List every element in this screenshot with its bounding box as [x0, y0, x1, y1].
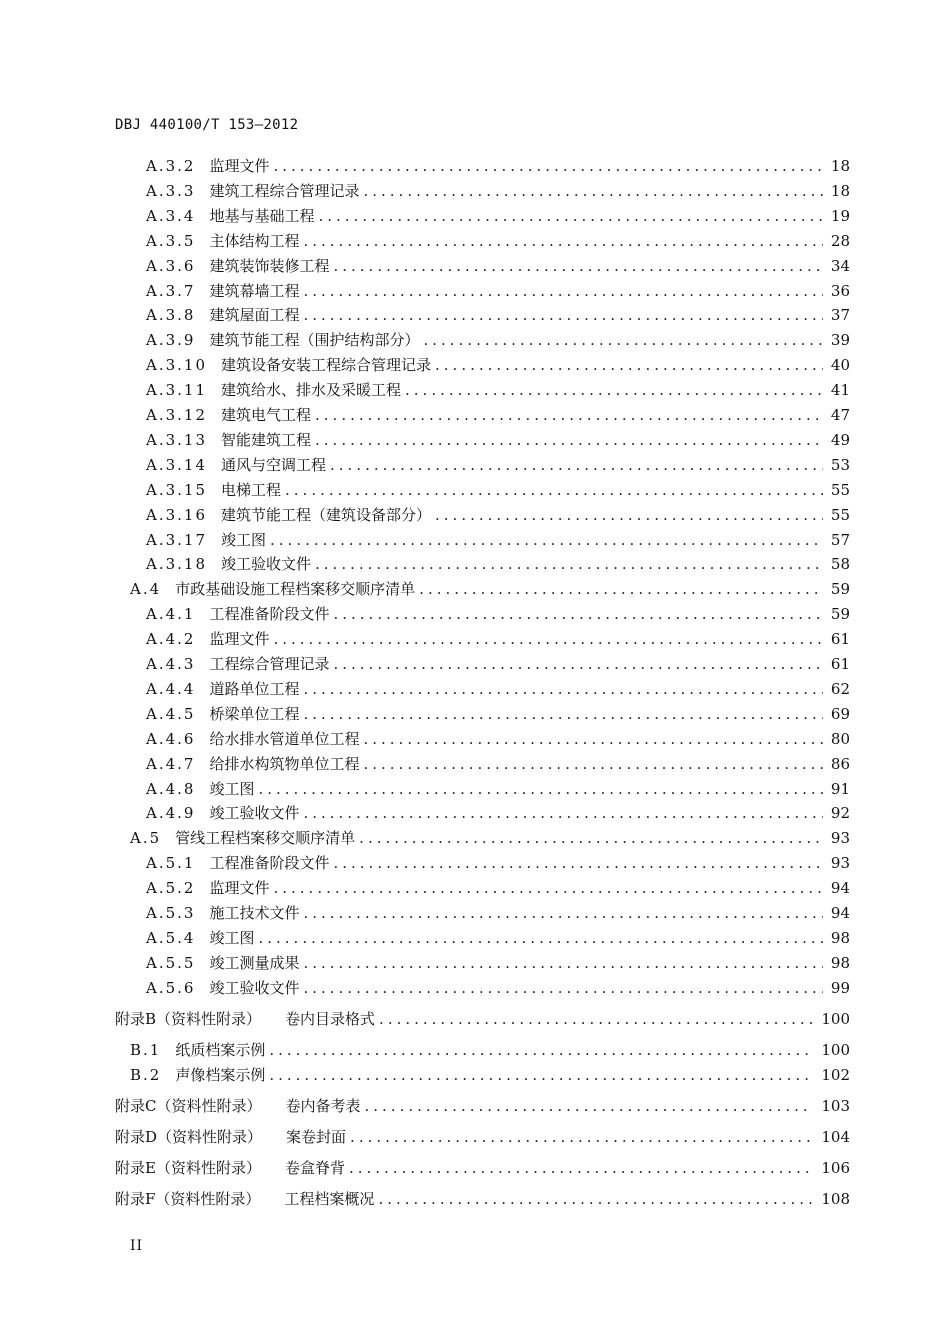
- toc-entry[interactable]: [146, 155, 850, 176]
- toc-entry-title: 道路单位工程: [209, 679, 300, 698]
- toc-entry[interactable]: [115, 1008, 850, 1029]
- page-number: II: [130, 1238, 144, 1254]
- toc-entry-title: 纸质档案示例: [175, 1040, 266, 1059]
- toc-entry[interactable]: [130, 1064, 850, 1085]
- toc-entry-page: 80: [830, 729, 850, 748]
- toc-entry-title: 桥梁单位工程: [209, 704, 300, 723]
- toc-entry[interactable]: [146, 802, 850, 823]
- toc-entry-number: A.4.5: [146, 704, 196, 723]
- toc-entry[interactable]: [146, 255, 850, 276]
- toc-entry-title: 竣工图: [221, 530, 267, 549]
- toc-entry-page: 102: [821, 1065, 850, 1084]
- toc-entry-title: 建筑设备安装工程综合管理记录: [221, 356, 432, 375]
- toc-entry[interactable]: [146, 977, 850, 998]
- toc-dot-leader: [258, 929, 822, 947]
- toc-entry-number: A.3.6: [146, 256, 196, 275]
- toc-entry[interactable]: [146, 379, 850, 400]
- toc-dot-leader: [270, 531, 823, 549]
- toc-dot-leader: [333, 257, 822, 275]
- toc-entry-title: 卷内备考表: [285, 1096, 361, 1115]
- toc-entry-page: 61: [830, 655, 850, 673]
- toc-dot-leader: [285, 481, 823, 499]
- toc-entry-page: 94: [830, 879, 850, 898]
- toc-entry-number: A.5.5: [146, 953, 196, 972]
- toc-dot-leader: [423, 331, 822, 349]
- toc-entry[interactable]: [146, 952, 850, 973]
- toc-entry-number: A.3.12: [146, 406, 207, 424]
- toc-entry-title: 竣工图: [209, 779, 255, 798]
- toc-entry-number: A.5: [130, 829, 162, 848]
- toc-entry-number: A.3.13: [146, 430, 207, 449]
- toc-entry[interactable]: [146, 678, 850, 699]
- toc-entry-title: 监理文件: [209, 879, 270, 898]
- toc-entry-title: 工程准备阶段文件: [209, 854, 330, 873]
- toc-entry-number: A.5.4: [146, 928, 196, 947]
- toc-dot-leader: [303, 979, 822, 997]
- toc-entry-page: 47: [830, 406, 850, 424]
- toc-entry-page: 53: [830, 455, 850, 474]
- toc-entry-title: 建筑幕墙工程: [209, 281, 300, 300]
- toc-entry-number: A.3.5: [146, 231, 196, 250]
- toc-entry-number: A.4.7: [146, 754, 196, 773]
- toc-entry-page: 39: [830, 331, 850, 350]
- toc-entry-page: 18: [830, 157, 850, 175]
- toc-entry-page: 59: [830, 580, 850, 599]
- toc-entry[interactable]: [146, 354, 850, 375]
- toc-entry[interactable]: [146, 653, 850, 674]
- toc-entry-number: 附录C（资料性附录）: [115, 1096, 262, 1115]
- toc-entry-page: 69: [830, 704, 850, 723]
- toc-entry-page: 40: [830, 356, 850, 375]
- toc-entry-title: 智能建筑工程: [221, 430, 312, 449]
- toc-entry-page: 57: [830, 530, 850, 549]
- toc-dot-leader: [303, 306, 822, 324]
- toc-entry-number: A.3.18: [146, 555, 207, 574]
- toc-entry-number: A.3.9: [146, 331, 196, 350]
- toc-entry-number: A.4: [130, 580, 162, 599]
- toc-entry-number: 附录B（资料性附录）: [115, 1009, 262, 1028]
- toc-dot-leader: [349, 1159, 813, 1177]
- toc-entry-page: 92: [830, 804, 850, 823]
- toc-dot-leader: [315, 431, 823, 449]
- toc-entry-title: 地基与基础工程: [209, 206, 315, 225]
- toc-entry-title: 建筑电气工程: [221, 406, 312, 424]
- toc-entry-number: A.5.2: [146, 879, 196, 898]
- toc-dot-leader: [273, 879, 822, 897]
- toc-entry-title: 主体结构工程: [209, 231, 300, 250]
- toc-entry-page: 98: [830, 953, 850, 972]
- toc-entry-page: 94: [830, 904, 850, 922]
- toc-entry-title: 建筑节能工程（围护结构部分）: [209, 331, 420, 350]
- toc-dot-leader: [435, 356, 823, 374]
- toc-entry-title: 施工技术文件: [209, 904, 300, 922]
- toc-entry-page: 49: [830, 430, 850, 449]
- toc-dot-leader: [303, 282, 822, 300]
- toc-entry-number: A.3.7: [146, 281, 196, 300]
- toc-entry-title: 建筑给水、排水及采暖工程: [221, 381, 402, 400]
- toc-entry[interactable]: [146, 753, 850, 774]
- toc-entry[interactable]: [146, 504, 850, 525]
- toc-dot-leader: [315, 406, 823, 424]
- toc-entry-page: 55: [830, 480, 850, 499]
- toc-entry-page: 108: [821, 1189, 850, 1208]
- toc-entry[interactable]: [146, 628, 850, 649]
- toc-entry[interactable]: [146, 454, 850, 475]
- toc-entry-page: 61: [830, 630, 850, 649]
- toc-entry-page: 58: [830, 555, 850, 574]
- toc-entry[interactable]: [146, 304, 850, 325]
- toc-entry-number: B.2: [130, 1065, 162, 1084]
- toc-entry-title: 给水排水管道单位工程: [209, 729, 360, 748]
- toc-entry-title: 建筑工程综合管理记录: [209, 181, 360, 200]
- toc-entry-number: A.3.3: [146, 181, 196, 200]
- toc-entry-title: 工程准备阶段文件: [209, 605, 330, 624]
- toc-dot-leader: [303, 232, 822, 250]
- toc-entry-title: 监理文件: [209, 630, 270, 649]
- toc-entry-number: A.3.8: [146, 306, 196, 325]
- toc-entry-title: 建筑节能工程（建筑设备部分）: [221, 505, 432, 524]
- toc-dot-leader: [303, 954, 822, 972]
- toc-entry-number: A.3.16: [146, 505, 207, 524]
- toc-entry-number: A.4.6: [146, 729, 196, 748]
- toc-entry[interactable]: [146, 852, 850, 873]
- toc-dot-leader: [378, 1190, 813, 1208]
- toc-dot-leader: [303, 705, 822, 723]
- toc-entry-title: 竣工验收文件: [209, 978, 300, 997]
- toc-entry-number: A.3.10: [146, 356, 207, 375]
- toc-dot-leader: [258, 780, 822, 798]
- toc-entry-number: 附录F（资料性附录）: [115, 1189, 261, 1208]
- toc-entry[interactable]: [146, 902, 850, 923]
- toc-entry-title: 卷盒脊背: [284, 1158, 345, 1177]
- toc-entry-title: 案卷封面: [286, 1127, 347, 1146]
- toc-entry-page: 19: [830, 206, 850, 225]
- toc-entry-page: 55: [830, 505, 850, 524]
- toc-entry[interactable]: [146, 553, 850, 574]
- toc-dot-leader: [363, 755, 822, 773]
- toc-dot-leader: [273, 630, 822, 648]
- toc-entry-number: A.3.15: [146, 480, 207, 499]
- toc-entry-page: 36: [830, 281, 850, 300]
- toc-entry-number: A.5.3: [146, 904, 196, 922]
- toc-entry-page: 86: [830, 754, 850, 773]
- toc-entry-number: B.1: [130, 1040, 162, 1059]
- toc-entry[interactable]: [146, 778, 850, 799]
- toc-entry[interactable]: [146, 404, 850, 425]
- toc-entry-page: 37: [830, 306, 850, 325]
- toc-entry-number: A.4.8: [146, 779, 196, 798]
- toc-entry-page: 98: [830, 928, 850, 947]
- toc-dot-leader: [359, 829, 823, 847]
- toc-entry-page: 41: [830, 381, 850, 400]
- toc-entry-title: 竣工验收文件: [209, 804, 300, 823]
- toc-entry-title: 通风与空调工程: [221, 455, 327, 474]
- toc-entry[interactable]: [146, 479, 850, 500]
- toc-entry[interactable]: [146, 529, 850, 550]
- toc-entry-number: A.4.2: [146, 630, 196, 649]
- toc-entry-number: A.5.6: [146, 978, 196, 997]
- toc-entry[interactable]: [146, 927, 850, 948]
- toc-dot-leader: [303, 804, 822, 822]
- toc-entry[interactable]: [146, 429, 850, 450]
- toc-dot-leader: [303, 680, 822, 698]
- toc-dot-leader: [315, 555, 823, 573]
- toc-entry[interactable]: [115, 1126, 850, 1147]
- toc-entry-title: 电梯工程: [221, 480, 282, 499]
- toc-entry-number: 附录E（资料性附录）: [115, 1158, 261, 1177]
- toc-dot-leader: [405, 381, 823, 399]
- toc-entry-page: 91: [830, 779, 850, 798]
- toc-dot-leader: [365, 1097, 814, 1115]
- toc-entry-page: 104: [821, 1127, 850, 1146]
- toc-entry-title: 卷内目录格式: [285, 1009, 376, 1028]
- toc-entry-title: 管线工程档案移交顺序清单: [175, 829, 356, 848]
- toc-entry-page: 59: [830, 605, 850, 624]
- toc-entry-title: 竣工测量成果: [209, 953, 300, 972]
- toc-entry-number: 附录D（资料性附录）: [115, 1127, 263, 1146]
- toc-entry[interactable]: [146, 280, 850, 301]
- toc-entry[interactable]: [130, 827, 850, 848]
- toc-entry-title: 给排水构筑物单位工程: [209, 754, 360, 773]
- document-code: DBJ 440100/T 153—2012: [115, 117, 299, 133]
- toc-entry-page: 93: [830, 829, 850, 848]
- toc-entry[interactable]: [130, 578, 850, 599]
- toc-dot-leader: [419, 580, 823, 598]
- toc-entry[interactable]: [146, 205, 850, 226]
- toc-entry-number: A.3.17: [146, 530, 207, 549]
- toc-dot-leader: [363, 730, 822, 748]
- toc-dot-leader: [318, 207, 822, 225]
- toc-entry-page: 106: [821, 1158, 850, 1177]
- toc-dot-leader: [303, 904, 822, 922]
- toc-entry-number: A.3.14: [146, 455, 207, 474]
- toc-entry-number: A.4.1: [146, 605, 196, 624]
- toc-dot-leader: [269, 1066, 813, 1084]
- toc-entry[interactable]: [115, 1188, 850, 1209]
- toc-dot-leader: [330, 456, 823, 474]
- toc-entry[interactable]: [146, 329, 850, 350]
- toc-entry[interactable]: [115, 1095, 850, 1116]
- toc-entry-number: A.4.3: [146, 655, 196, 673]
- toc-entry[interactable]: [146, 877, 850, 898]
- toc-entry-title: 工程档案概况: [284, 1189, 375, 1208]
- toc-entry-title: 竣工验收文件: [221, 555, 312, 574]
- toc-entry[interactable]: [146, 180, 850, 201]
- toc-entry[interactable]: [146, 728, 850, 749]
- toc-dot-leader: [379, 1010, 813, 1028]
- toc-entry-title: 市政基础设施工程档案移交顺序清单: [175, 580, 416, 599]
- toc-entry-number: A.3.11: [146, 381, 207, 400]
- toc-entry[interactable]: [146, 603, 850, 624]
- toc-entry[interactable]: [146, 230, 850, 251]
- toc-entry-title: 建筑装饰装修工程: [209, 256, 330, 275]
- toc-entry-page: 99: [830, 978, 850, 997]
- toc-entry-number: A.4.4: [146, 679, 196, 698]
- toc-dot-leader: [363, 182, 822, 200]
- toc-entry-title: 声像档案示例: [175, 1065, 266, 1084]
- toc-dot-leader: [333, 605, 822, 623]
- toc-dot-leader: [333, 854, 822, 872]
- toc-entry[interactable]: [130, 1039, 850, 1060]
- toc-entry-title: 工程综合管理记录: [209, 655, 330, 673]
- toc-entry-page: 100: [821, 1040, 850, 1059]
- toc-entry-page: 93: [830, 854, 850, 873]
- toc-entry-title: 竣工图: [209, 928, 255, 947]
- toc-entry-number: A.4.9: [146, 804, 196, 823]
- toc-entry-number: A.5.1: [146, 854, 196, 873]
- toc-entry-number: A.3.2: [146, 157, 196, 175]
- toc-dot-leader: [273, 157, 822, 175]
- toc-entry[interactable]: [146, 703, 850, 724]
- toc-dot-leader: [333, 655, 822, 673]
- toc-entry-page: 100: [821, 1009, 850, 1028]
- toc-entry-page: 34: [830, 256, 850, 275]
- toc-entry-page: 28: [830, 231, 850, 250]
- toc-entry-title: 监理文件: [209, 157, 270, 175]
- toc-entry-page: 18: [830, 181, 850, 200]
- toc-dot-leader: [269, 1041, 813, 1059]
- toc-entry[interactable]: [115, 1157, 850, 1178]
- toc-entry-number: A.3.4: [146, 206, 196, 225]
- toc-entry-title: 建筑屋面工程: [209, 306, 300, 325]
- toc-dot-leader: [350, 1128, 813, 1146]
- toc-dot-leader: [435, 506, 823, 524]
- toc-entry-page: 103: [821, 1096, 850, 1115]
- toc-entry-page: 62: [830, 679, 850, 698]
